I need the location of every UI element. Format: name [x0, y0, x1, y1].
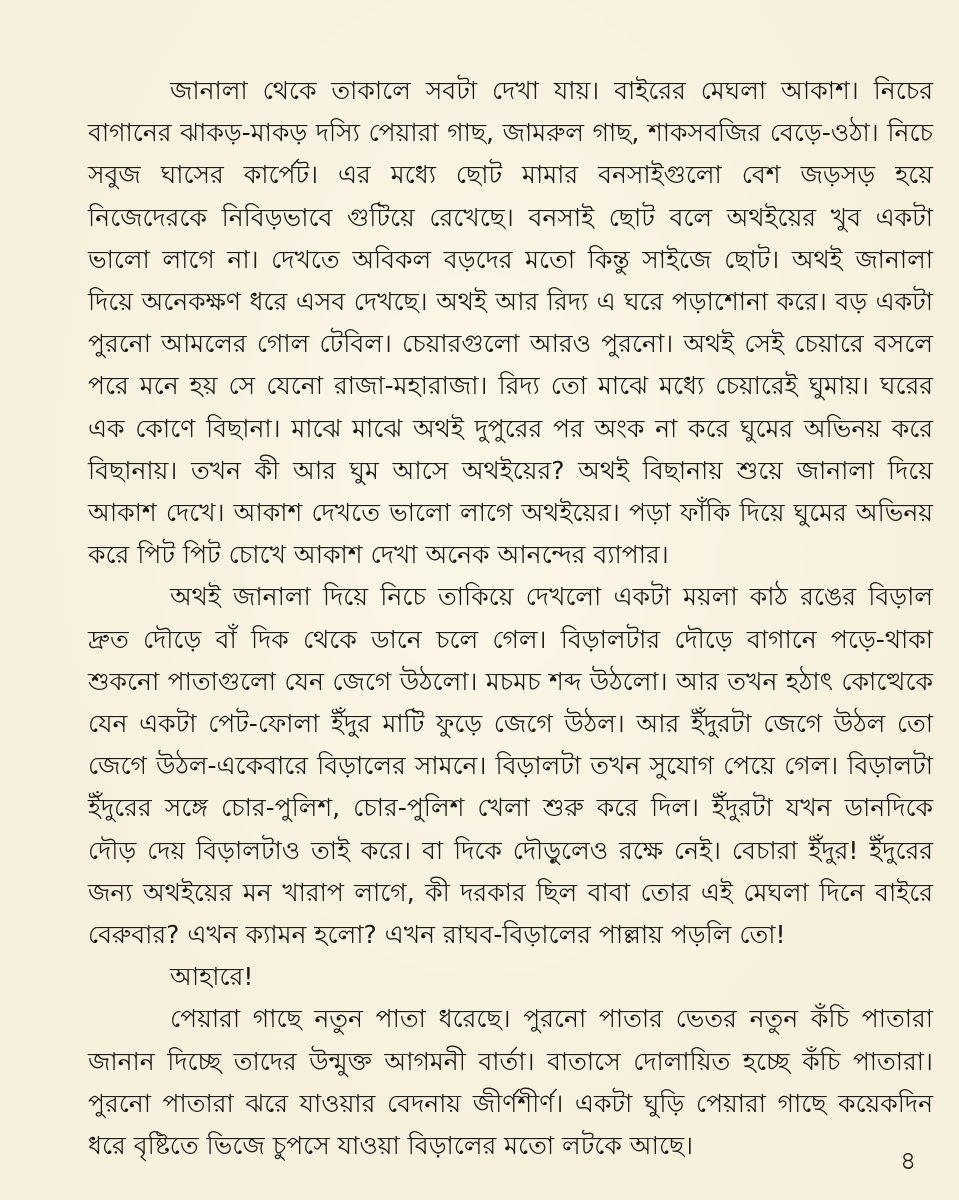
- page-number: ৪: [900, 1146, 917, 1175]
- paragraph-3: আহারে!: [170, 962, 254, 992]
- paragraph-2: অথই জানালা দিয়ে নিচে তাকিয়ে দেখলো একটা ময়লা কাঠ রঙের বিড়াল দ্রুত দৌড়ে বাঁ দিক থেকে ডানে চলে গেল। বিড়ালটার দৌড়ে বাগানে পড়ে-থাকা শুকনো পাতাগুলো যেন জেগে উঠলো। মচমচ শব্দ উঠলো। আর তখন হঠাৎ কোত্থেকে যেন একটা পেট-ফোলা ইঁদুর মাটি ফুড়ে জেগে উঠল। আর ইঁদুরটা জেগে উঠল তো জেগে উঠল-একেবারে বিড়ালের সামনে। বিড়ালটা তখন সুযোগ পেয়ে গেল। বিড়ালটা ইঁদুরের সঙ্গে চোর-পুলিশ, চোর-পুলিশ খেলা শুরু করে দিল। ইঁদুরটা যখন ডানদিকে দৌড় দেয় বিড়ালটাও তাই করে। বা দিকে দৌড়ুলেও রক্ষে নেই। বেচারা ইঁদুর! ইঁদুরের জন্য অথইয়ের মন খারাপ লাগে, কী দরকার ছিল বাবা তোর এই মেঘলা দিনে বাইরে বেরুবার? এখন ক্যামন হলো? এখন রাঘব-বিড়ালের পাল্লায় পড়লি তো!: [88, 582, 933, 950]
- body-text: [88, 70, 933, 1167]
- paragraph-4: পেয়ারা গাছে নতুন পাতা ধরেছে। পুরনো পাতার ভেতর নতুন কঁচি পাতারা জানান দিচ্ছে তাদের উন্মুক্ত আগমনী বার্তা। বাতাসে দোলায়িত হচ্ছে কঁচি পাতারা। পুরনো পাতারা ঝরে যাওয়ার বেদনায় জীর্ণশীর্ণ। একটা ঘুড়ি পেয়ারা গাছে কয়েকদিন ধরে বৃষ্টিতে ভিজে চুপসে যাওয়া বিড়ালের মতো লটকে আছে।: [88, 1004, 933, 1161]
- paragraph-1: জানালা থেকে তাকালে সবটা দেখা যায়। বাইরের মেঘলা আকাশ। নিচের বাগানের ঝাকড়-মাকড় দস্যি পেয়ারা গাছ, জামরুল গাছ, শাকসবজির বেড়ে-ওঠা। নিচে সবুজ ঘাসের কার্পেট। এর মধ্যে ছোট মামার বনসাইগুলো বেশ জড়সড় হয়ে নিজেদেরকে নিবিড়ভাবে গুটিয়ে রেখেছে। বনসাই ছোট বলে অথইয়ের খুব একটা ভালো লাগে না। দেখতে অবিকল বড়দের মতো কিন্তু সাইজে ছোট। অথই জানালা দিয়ে অনেকক্ষণ ধরে এসব দেখছে। অথই আর রিদ্য এ ঘরে পড়াশোনা করে। বড় একটা পুরনো আমলের গোল টেবিল। চেয়ারগুলো আরও পুরনো। অথই সেই চেয়ারে বসলে পরে মনে হয় সে যেনো রাজা-মহারাজা। রিদ্য তো মাঝে মধ্যে চেয়ারেই ঘুমায়। ঘরের এক কোণে বিছানা। মাঝে মাঝে অথই দুপুরের পর অংক না করে ঘুমের অভিনয় করে বিছানায়। তখন কী আর ঘুম আসে অথইয়ের? অথই বিছানায় শুয়ে জানালা দিয়ে আকাশ দেখে। আকাশ দেখতে ভালো লাগে অথইয়ের। পড়া ফাঁকি দিয়ে ঘুমের অভিনয় করে পিট পিট চোখে আকাশ দেখা অনেক আনন্দের ব্যাপার।: [88, 76, 933, 570]
